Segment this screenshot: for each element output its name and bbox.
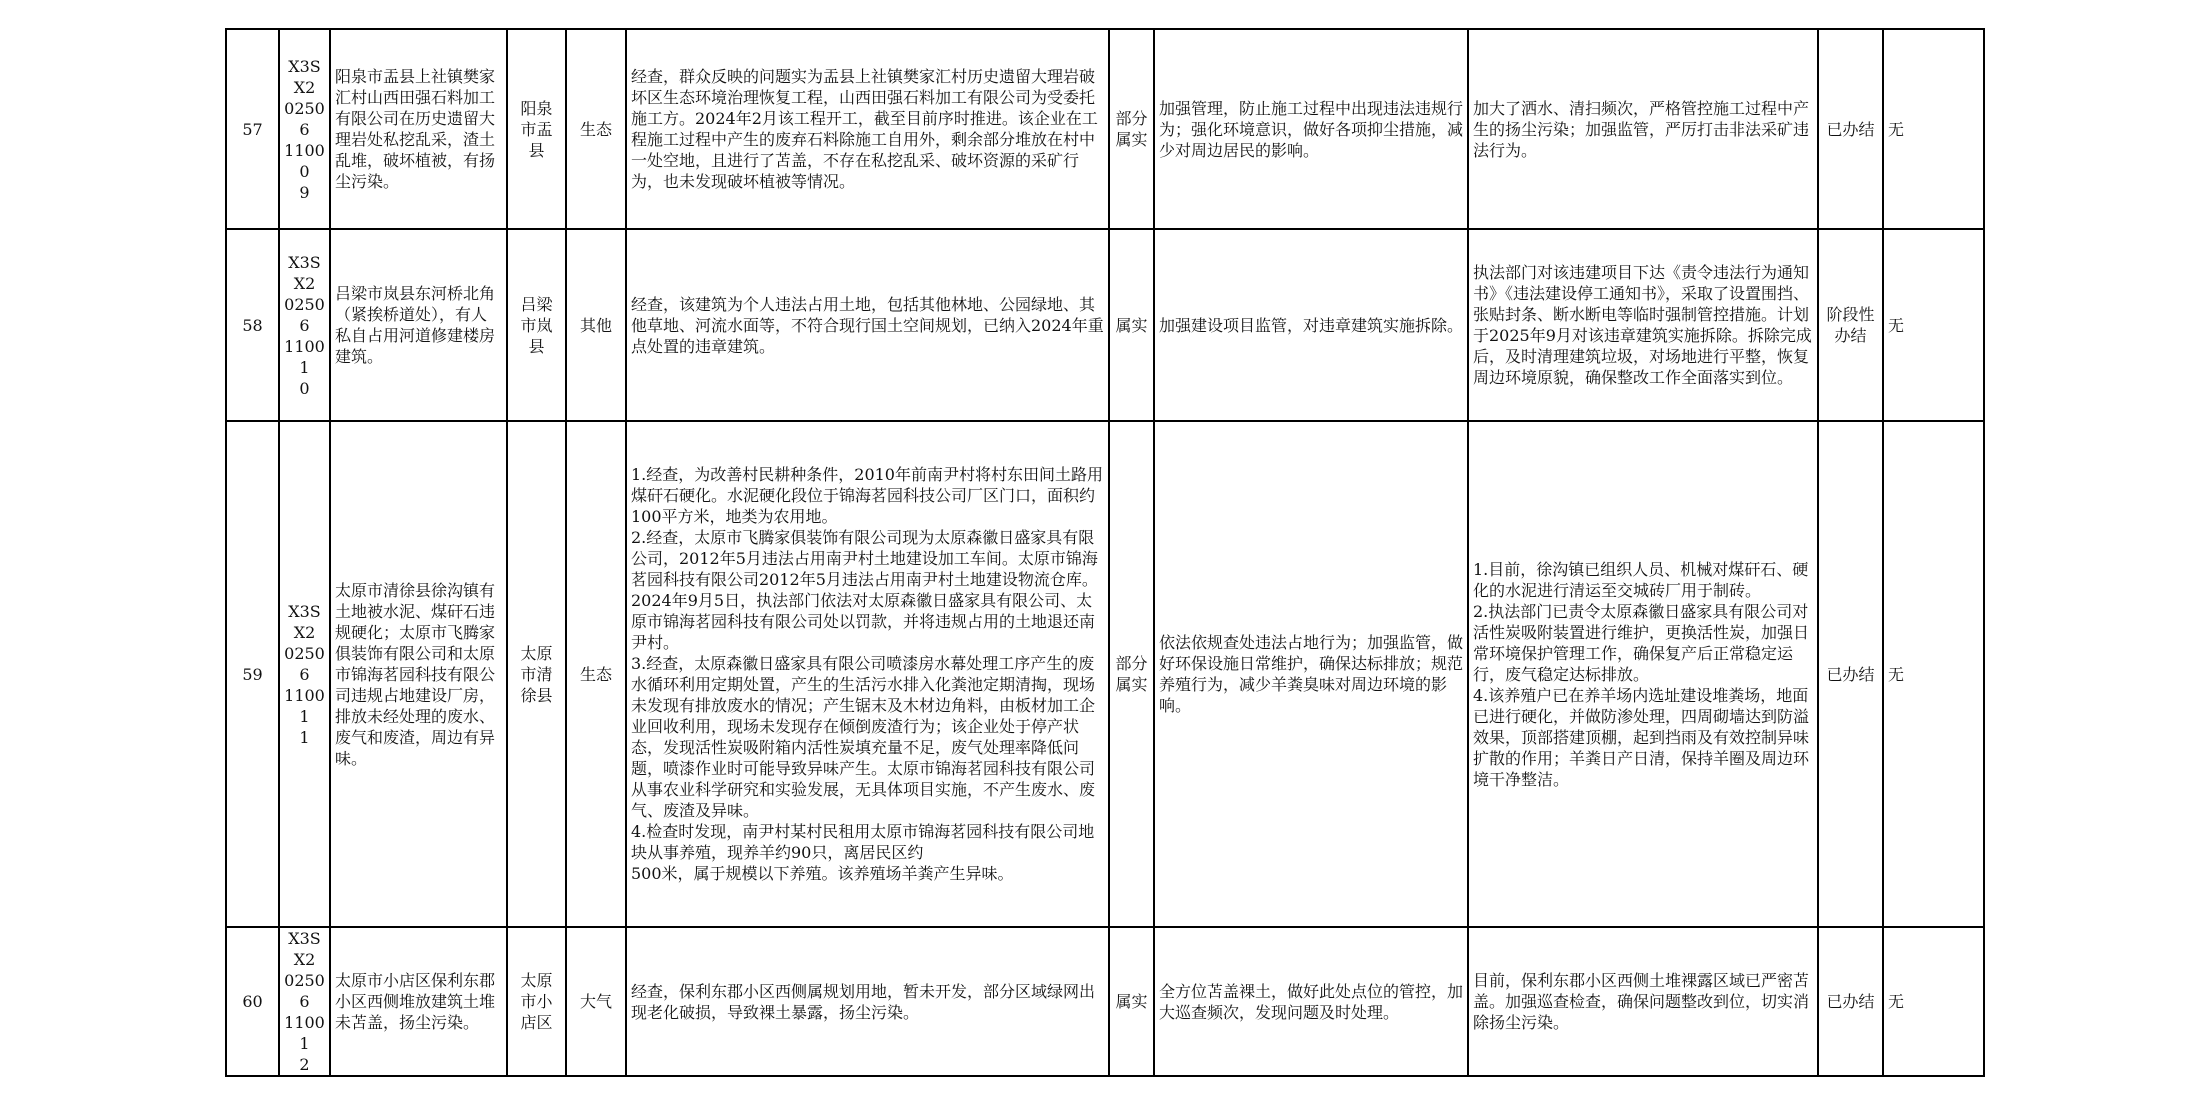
issue-description: 吕梁市岚县东河桥北角（紧挨桥道处），有人私自占用河道修建楼房建筑。: [330, 229, 507, 421]
completion-status: 已办结: [1818, 29, 1883, 229]
investigation-finding: 经查，群众反映的问题实为盂县上社镇樊家汇村历史遗留大理岩破坏区生态环境治理恢复工程，山西田强石料加工有限公司为受委托施工方。2024年2月该工程开工，截至目前序时推进。该企业在工程施工过程中产生的废弃石料除施工自用外，剩余部分堆放在村中一处空地，且进行了苫盖，不存在私挖乱采、破坏资源的采矿行为，也未发现破坏植被等情况。: [626, 29, 1109, 229]
verification-result: 部分 属实: [1109, 29, 1154, 229]
administrative-area: 太原 市清 徐县: [507, 421, 566, 927]
rectification-status: 加大了洒水、清扫频次，严格管控施工过程中产生的扬尘污染；加强监管，严厉打击非法采矿违法行为。: [1468, 29, 1818, 229]
issue-category: 其他: [566, 229, 626, 421]
issue-description: 阳泉市盂县上社镇樊家汇村山西田强石料加工有限公司在历史遗留大理岩处私挖乱采，渣土乱堆，破坏植被，有扬尘污染。: [330, 29, 507, 229]
verification-result: 属实: [1109, 229, 1154, 421]
administrative-area: 吕梁 市岚 县: [507, 229, 566, 421]
case-code: X3SX2 02506 11000 9: [279, 29, 330, 229]
completion-status: 已办结: [1818, 421, 1883, 927]
table-row: [226, 29, 1984, 229]
investigation-finding: 经查，该建筑为个人违法占用土地，包括其他林地、公园绿地、其他草地、河流水面等，不符合现行国土空间规划，已纳入2024年重点处置的违章建筑。: [626, 229, 1109, 421]
row-number: 59: [226, 421, 279, 927]
row-number: 60: [226, 927, 279, 1076]
issue-description: 太原市清徐县徐沟镇有土地被水泥、煤矸石违规硬化；太原市飞腾家俱装饰有限公司和太原市锦海茗园科技有限公司违规占地建设厂房，排放未经处理的废水、废气和废渣，周边有异味。: [330, 421, 507, 927]
case-code: X3SX2 02506 11001 1: [279, 421, 330, 927]
rectification-status: 1.目前，徐沟镇已组织人员、机械对煤矸石、硬化的水泥进行清运至交城砖厂用于制砖。 2.执法部门已责令太原森徽日盛家具有限公司对活性炭吸附装置进行维护，更换活性炭，加强日常环境保护管理工作，确保复产后正常稳定运行，废气稳定达标排放。 4.该养殖户已在养羊场内选址建设堆粪场，地面已进行硬化，并做防渗处理，四周砌墙达到防溢效果，顶部搭建顶棚，起到挡雨及有效控制异味扩散的作用；羊粪日产日清，保持羊圈及周边环境干净整洁。: [1468, 421, 1818, 927]
issue-category: 生态: [566, 421, 626, 927]
issue-category: 生态: [566, 29, 626, 229]
rectification-status: 目前，保利东郡小区西侧土堆裸露区域已严密苫盖。加强巡查检查，确保问题整改到位，切实消除扬尘污染。: [1468, 927, 1818, 1076]
issue-category: 大气: [566, 927, 626, 1076]
completion-status: 已办结: [1818, 927, 1883, 1076]
administrative-area: 阳泉 市盂 县: [507, 29, 566, 229]
investigation-finding: 经查，保利东郡小区西侧属规划用地，暂未开发，部分区域绿网出现老化破损，导致裸土暴露，扬尘污染。: [626, 927, 1109, 1076]
row-number: 57: [226, 29, 279, 229]
handling-requirement: 加强管理，防止施工过程中出现违法违规行为；强化环境意识，做好各项抑尘措施，减少对周边居民的影响。: [1154, 29, 1468, 229]
table-row: [226, 421, 1984, 927]
verification-result: 部分 属实: [1109, 421, 1154, 927]
accountability: 无: [1883, 229, 1984, 421]
handling-requirement: 加强建设项目监管，对违章建筑实施拆除。: [1154, 229, 1468, 421]
verification-result: 属实: [1109, 927, 1154, 1076]
table-row: [226, 229, 1984, 421]
investigation-finding: 1.经查，为改善村民耕种条件，2010年前南尹村将村东田间土路用煤矸石硬化。水泥硬化段位于锦海茗园科技公司厂区门口，面积约100平方米，地类为农用地。 2.经查，太原市飞腾家俱装饰有限公司现为太原森徽日盛家具有限公司，2012年5月违法占用南尹村土地建设加工车间。太原市锦海茗园科技有限公司2012年5月违法占用南尹村土地建设物流仓库。2024年9月5日，执法部门依法对太原森徽日盛家具有限公司、太原市锦海茗园科技有限公司处以罚款，并将违规占用的土地退还南尹村。 3.经查，太原森徽日盛家具有限公司喷漆房水幕处理工序产生的废水循环利用定期处置，产生的生活污水排入化粪池定期清掏，现场未发现有排放废水的情况；产生锯末及木材边角料，由板材加工企业回收利用，现场未发现存在倾倒废渣行为；该企业处于停产状态，发现活性炭吸附箱内活性炭填充量不足，废气处理率降低问题，喷漆作业时可能导致异味产生。太原市锦海茗园科技有限公司从事农业科学研究和实验发展，无具体项目实施，不产生废水、废气、废渣及异味。 4.检查时发现，南尹村某村民租用太原市锦海茗园科技有限公司地块从事养殖，现养羊约90只，离居民区约 500米，属于规模以下养殖。该养殖场羊粪产生异味。: [626, 421, 1109, 927]
row-number: 58: [226, 229, 279, 421]
case-code: X3SX2 02506 11001 2: [279, 927, 330, 1076]
handling-requirement: 全方位苫盖裸土，做好此处点位的管控，加大巡查频次，发现问题及时处理。: [1154, 927, 1468, 1076]
administrative-area: 太原 市小 店区: [507, 927, 566, 1076]
handling-requirement: 依法依规查处违法占地行为；加强监管，做好环保设施日常维护，确保达标排放；规范养殖行为，减少羊粪臭味对周边环境的影响。: [1154, 421, 1468, 927]
case-code: X3SX2 02506 11001 0: [279, 229, 330, 421]
rectification-status: 执法部门对该违建项目下达《责令违法行为通知书》《违法建设停工通知书》，采取了设置围挡、张贴封条、断水断电等临时强制管控措施。计划于2025年9月对该违章建筑实施拆除。拆除完成后，及时清理建筑垃圾，对场地进行平整，恢复周边环境原貌，确保整改工作全面落实到位。: [1468, 229, 1818, 421]
accountability: 无: [1883, 421, 1984, 927]
issue-description: 太原市小店区保利东郡小区西侧堆放建筑土堆未苫盖，扬尘污染。: [330, 927, 507, 1076]
completion-status: 阶段性 办结: [1818, 229, 1883, 421]
accountability: 无: [1883, 927, 1984, 1076]
accountability: 无: [1883, 29, 1984, 229]
complaint-table: [225, 28, 1985, 1077]
table-row: [226, 927, 1984, 1076]
